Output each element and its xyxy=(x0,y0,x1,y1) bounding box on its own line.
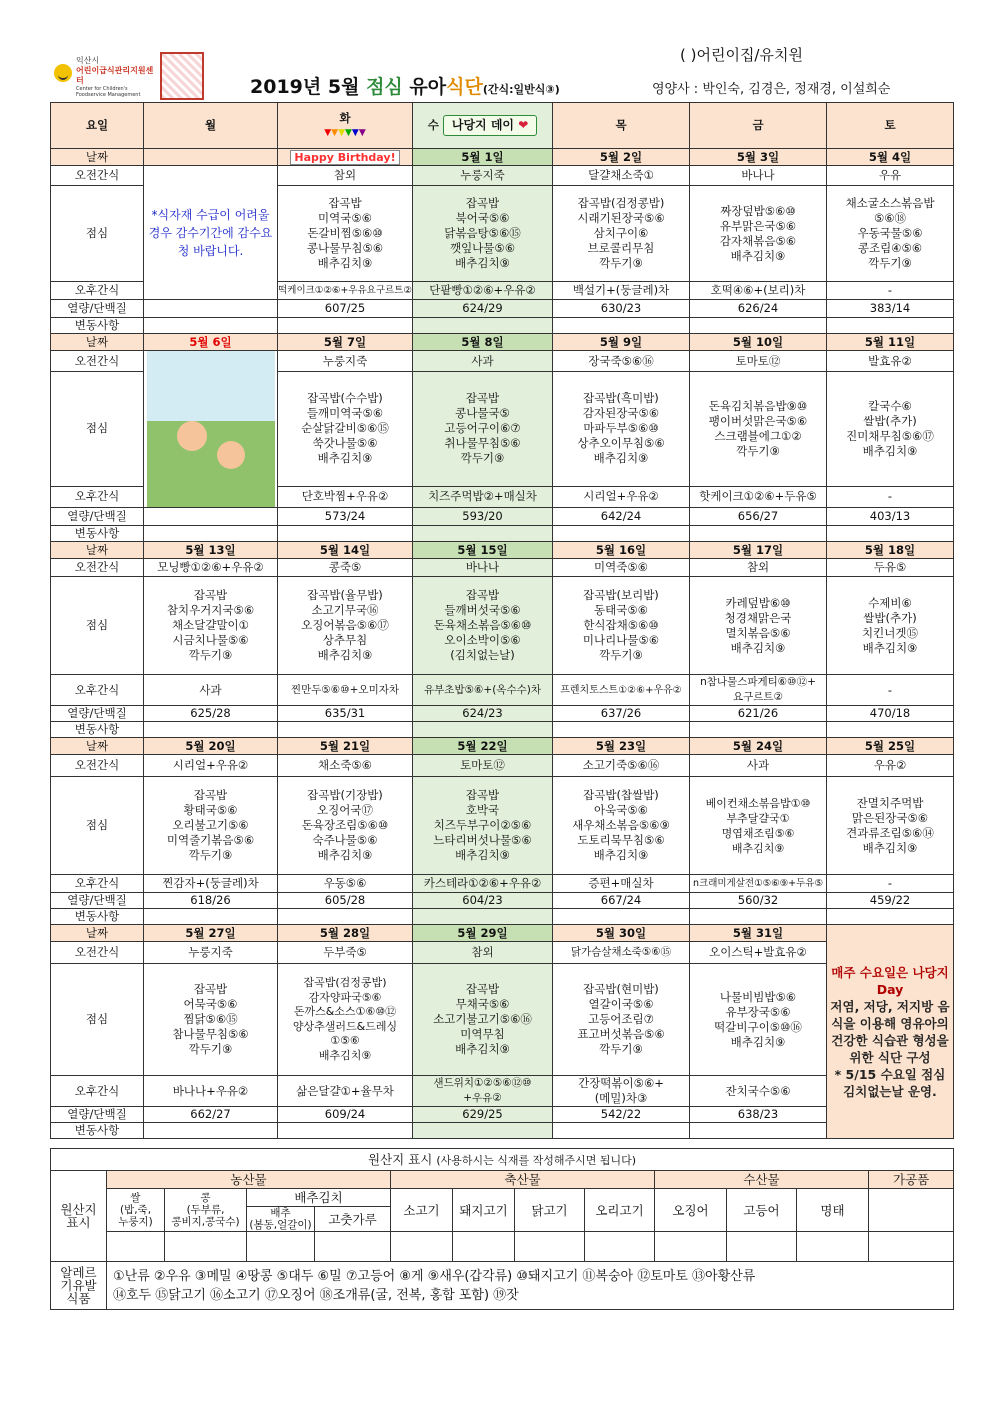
pm-snack-cell: - xyxy=(827,875,954,893)
date-cell-holiday: 5월 6일 xyxy=(144,334,278,351)
lunch-label: 점심 xyxy=(51,577,144,675)
menu-table xyxy=(50,102,954,1139)
lunch-cell: 수제비⑥ 쌀밥(추가) 치킨너겟⑮ 배추김치⑨ xyxy=(827,577,954,675)
cal-pro-cell: 625/28 xyxy=(144,706,278,722)
lunch-cell: 잡곡밥 호박국 치즈두부구이②⑤⑥ 느타리버섯나물⑤⑥ 배추김치⑨ xyxy=(413,777,553,875)
am-snack-cell: 오이스틱+발효유② xyxy=(690,942,827,964)
date-cell: 5월 22일 xyxy=(413,738,553,755)
lunch-cell: 잡곡밥(기장밥) 오징어국⑰ 돈육장조림⑤⑥⑩ 숙주나물⑤⑥ 배추김치⑨ xyxy=(278,777,413,875)
am-snack-cell: 참외 xyxy=(278,166,413,186)
lunch-cell: 잡곡밥 콩나물국⑤ 고등어구이⑥⑦ 취나물무침⑤⑥ 깍두기⑨ xyxy=(413,372,553,487)
group-livestock: 축산물 xyxy=(391,1171,655,1189)
group-agri: 농산물 xyxy=(107,1171,391,1189)
cal-pro-cell: 638/23 xyxy=(690,1107,827,1123)
lunch-label: 점심 xyxy=(51,777,144,875)
pm-snack-cell: 치즈주먹밥②+매실차 xyxy=(413,486,553,507)
pm-snack-cell: 사과 xyxy=(144,675,278,706)
pm-snack-cell: 우동⑤⑥ xyxy=(278,875,413,893)
date-cell: 5월 9일 xyxy=(553,334,690,351)
date-cell: 5월 21일 xyxy=(278,738,413,755)
day-mon: 월 xyxy=(144,103,278,149)
col-rice: 쌀 (밥,죽, 누룽지) xyxy=(107,1189,165,1232)
date-cell: 5월 13일 xyxy=(144,542,278,559)
cal-pro-cell: 621/26 xyxy=(690,706,827,722)
pm-snack-label: 오후간식 xyxy=(51,282,144,300)
date-cell: 5월 27일 xyxy=(144,925,278,942)
date-cell: 5월 14일 xyxy=(278,542,413,559)
am-snack-label: 오전간식 xyxy=(51,942,144,964)
date-label: 날짜 xyxy=(51,334,144,351)
cal-pro-cell: 470/18 xyxy=(827,706,954,722)
cal-pro-label: 열량/단백질 xyxy=(51,706,144,722)
am-snack-cell: 달걀채소죽① xyxy=(553,166,690,186)
cal-pro-label: 열량/단백질 xyxy=(51,508,144,526)
lunch-cell: 베이컨채소볶음밥①⑩ 부추달걀국① 명엽채조림⑤⑥ 배추김치⑨ xyxy=(690,777,827,875)
date-cell: 5월 3일 xyxy=(690,149,827,166)
am-snack-cell: 사과 xyxy=(413,351,553,372)
am-snack-cell: 닭가슴살채소죽⑤⑥⑮ xyxy=(553,942,690,964)
am-snack-cell: 두유⑤ xyxy=(827,559,954,577)
cal-pro-label: 열량/단백질 xyxy=(51,893,144,909)
am-snack-cell: 토마토⑫ xyxy=(690,351,827,372)
cal-pro-cell: 459/22 xyxy=(827,893,954,909)
lunch-cell: 잡곡밥 북어국⑤⑥ 닭볶음탕⑤⑥⑮ 깻잎나물⑤⑥ 배추김치⑨ xyxy=(413,186,553,282)
changes-label: 변동사항 xyxy=(51,526,144,542)
cal-pro-cell: 642/24 xyxy=(553,508,690,526)
am-snack-cell: 사과 xyxy=(690,755,827,777)
am-snack-cell: 콩죽⑤ xyxy=(278,559,413,577)
pm-snack-cell: 백설기+(둥글레)차 xyxy=(553,282,690,300)
cal-pro-cell: 629/25 xyxy=(413,1107,553,1123)
page-header xyxy=(0,0,992,100)
pm-snack-label: 오후간식 xyxy=(51,875,144,893)
am-snack-cell: 참외 xyxy=(413,942,553,964)
lunch-cell: 잡곡밥(검정콩밥) 감자양파국⑤⑥ 돈까스&소스①⑥⑩⑫ 양상추샐러드&드레싱 ①⑤⑥ 배추김치⑨ xyxy=(278,964,413,1076)
pm-snack-cell: 간장떡볶이⑤⑥+ (메밀)차③ xyxy=(553,1076,690,1107)
cal-pro-cell: 383/14 xyxy=(827,300,954,318)
origin-title: 원산지 표시 (사용하시는 식재를 작성해주시면 됩니다) xyxy=(51,1149,954,1171)
lunch-cell: 잡곡밥 참치우거지국⑤⑥ 채소달걀말이① 시금치나물⑤⑥ 깍두기⑨ xyxy=(144,577,278,675)
lunch-cell: 카레덮밥⑥⑩ 청경채맑은국 멸치볶음⑤⑥ 배추김치⑨ xyxy=(690,577,827,675)
lunch-cell: 잡곡밥 어묵국⑤⑥ 찜닭⑤⑥⑮ 참나물무침⑤⑥ 깍두기⑨ xyxy=(144,964,278,1076)
am-snack-cell: 우유 xyxy=(827,166,954,186)
date-cell: 5월 15일 xyxy=(413,542,553,559)
group-seafood: 수산물 xyxy=(655,1171,869,1189)
date-cell: 5월 24일 xyxy=(690,738,827,755)
origin-label: 원산지 표시 xyxy=(51,1171,107,1262)
date-cell: 5월 29일 xyxy=(413,925,553,942)
cal-pro-cell: 605/28 xyxy=(278,893,413,909)
col-squid: 오징어 xyxy=(655,1189,727,1232)
am-snack-label: 오전간식 xyxy=(51,755,144,777)
pm-snack-label: 오후간식 xyxy=(51,675,144,706)
am-snack-cell: 누룽지죽 xyxy=(144,942,278,964)
date-cell: 5월 4일 xyxy=(827,149,954,166)
col-pepper: 고춧가루 xyxy=(315,1207,391,1232)
cal-pro-cell: 542/22 xyxy=(553,1107,690,1123)
date-cell: 5월 2일 xyxy=(553,149,690,166)
group-processed: 가공품 xyxy=(869,1171,954,1189)
am-snack-cell: 우유② xyxy=(827,755,954,777)
lunch-cell: 잡곡밥(현미밥) 열갈이국⑤⑥ 고등어조림⑦ 표고버섯볶음⑤⑥ 깍두기⑨ xyxy=(553,964,690,1076)
cal-pro-cell: 573/24 xyxy=(278,508,413,526)
lunch-label: 점심 xyxy=(51,964,144,1076)
am-snack-cell: 두부죽⑤ xyxy=(278,942,413,964)
am-snack-cell: 미역죽⑤⑥ xyxy=(553,559,690,577)
happy-birthday-label: Happy Birthday! xyxy=(290,150,399,165)
date-cell: 5월 18일 xyxy=(827,542,954,559)
lunch-cell: 짜장덮밥⑤⑥⑩ 유부맑은국⑤⑥ 감자채볶음⑤⑥ 배추김치⑨ xyxy=(690,186,827,282)
am-snack-label: 오전간식 xyxy=(51,351,144,372)
cal-pro-cell: 630/23 xyxy=(553,300,690,318)
date-cell: 5월 31일 xyxy=(690,925,827,942)
nadangji-day-notice: 매주 수요일은 나당지 Day 저염, 저당, 저지방 음식을 이용해 영유아의 건강한 식습관 형성을 위한 식단 구성 * 5/15 수요일 점심 김치없는날 운영. xyxy=(827,925,954,1139)
am-snack-cell: 참외 xyxy=(690,559,827,577)
lunch-cell: 채소굴소스볶음밥 ⑤⑥⑱ 우동국물⑤⑥ 콩조림④⑤⑥ 깍두기⑨ xyxy=(827,186,954,282)
lunch-cell: 잡곡밥(검정콩밥) 시래기된장국⑤⑥ 삼치구이⑥ 브로콜리무침 깍두기⑨ xyxy=(553,186,690,282)
date-cell: 5월 16일 xyxy=(553,542,690,559)
origin-input[interactable] xyxy=(315,1232,391,1262)
red-seal-stamp xyxy=(160,52,204,100)
col-pork: 돼지고기 xyxy=(453,1189,515,1232)
pm-snack-cell: 카스테라①②⑥+우유② xyxy=(413,875,553,893)
rainbow-triangles-icon: ▼▼▼▼▼▼ xyxy=(324,127,366,138)
children-illustration xyxy=(144,351,278,508)
cal-pro-cell: 624/23 xyxy=(413,706,553,722)
cal-pro-cell: 637/26 xyxy=(553,706,690,722)
lunch-cell: 잡곡밥 황태국⑤⑥ 오리불고기⑤⑥ 미역줄기볶음⑤⑥ 깍두기⑨ xyxy=(144,777,278,875)
day-thu: 목 xyxy=(553,103,690,149)
am-snack-label: 오전간식 xyxy=(51,559,144,577)
am-snack-cell: 바나나 xyxy=(690,166,827,186)
am-snack-cell: 장국죽⑤⑥⑯ xyxy=(553,351,690,372)
pm-snack-cell: 샌드위치①②⑤⑥⑫⑩ +우유② xyxy=(413,1076,553,1107)
cal-pro-cell: 604/23 xyxy=(413,893,553,909)
date-cell: 5월 28일 xyxy=(278,925,413,942)
date-cell: 5월 7일 xyxy=(278,334,413,351)
cal-pro-cell: 656/27 xyxy=(690,508,827,526)
lunch-cell: 잡곡밥(수수밥) 들깨미역국⑤⑥ 순살닭갈비⑤⑥⑮ 쑥갓나물⑤⑥ 배추김치⑨ xyxy=(278,372,413,487)
lunch-cell: 잡곡밥(흑미밥) 감자된장국⑤⑥ 마파두부⑤⑥⑩ 상추오이무침⑤⑥ 배추김치⑨ xyxy=(553,372,690,487)
col-beef: 소고기 xyxy=(391,1189,453,1232)
cal-pro-label: 열량/단백질 xyxy=(51,300,144,318)
cal-pro-cell: 635/31 xyxy=(278,706,413,722)
col-chicken: 닭고기 xyxy=(515,1189,585,1232)
lunch-cell: 돈육김치볶음밥⑨⑩ 팽이버섯맑은국⑤⑥ 스크램블에그①② 깍두기⑨ xyxy=(690,372,827,487)
am-snack-cell: 발효유② xyxy=(827,351,954,372)
am-snack-cell: 누룽지죽 xyxy=(413,166,553,186)
am-snack-cell: 토마토⑫ xyxy=(413,755,553,777)
origin-input[interactable] xyxy=(247,1232,315,1262)
smile-logo-icon xyxy=(54,64,72,82)
origin-input[interactable] xyxy=(585,1232,655,1262)
changes-label: 변동사항 xyxy=(51,1123,144,1139)
pm-snack-cell: 삶은달걀①+율무차 xyxy=(278,1076,413,1107)
pm-snack-cell: - xyxy=(827,282,954,300)
day-tue: 화 ▼▼▼▼▼▼ xyxy=(278,103,413,149)
pm-snack-label: 오후간식 xyxy=(51,486,144,507)
cal-pro-cell: 560/32 xyxy=(690,893,827,909)
pm-snack-cell: 핫케이크①②⑥+두유⑤ xyxy=(690,486,827,507)
pm-snack-cell: 시리얼+우유② xyxy=(553,486,690,507)
am-snack-cell: 누룽지죽 xyxy=(278,351,413,372)
date-cell: 5월 23일 xyxy=(553,738,690,755)
date-label: 날짜 xyxy=(51,925,144,942)
lunch-cell: 잔멸치주먹밥 맑은된장국⑤⑥ 견과류조림⑤⑥⑭ 배추김치⑨ xyxy=(827,777,954,875)
cal-pro-cell: 626/24 xyxy=(690,300,827,318)
origin-input[interactable] xyxy=(655,1232,727,1262)
allergy-list: ①난류 ②우유 ③메밀 ④땅콩 ⑤대두 ⑥밀 ⑦고등어 ⑧게 ⑨새우(갑각류) ⑩돼지고기 ⑪복숭아 ⑫토마토 ⑬아황산류 ⑭호두 ⑮닭고기 ⑯소고기 ⑰오징어 ⑱조개류(굴, 전복, 홍합 포함) ⑲잣 xyxy=(107,1262,954,1310)
col-duck: 오리고기 xyxy=(585,1189,655,1232)
nadangji-day-badge: 나당지 데이 ❤ xyxy=(443,115,537,136)
pm-snack-cell: 프렌치토스트①②⑥+우유② xyxy=(553,675,690,706)
col-mackerel: 고등어 xyxy=(727,1189,797,1232)
cal-pro-label: 열량/단백질 xyxy=(51,1107,144,1123)
date-label: 날짜 xyxy=(51,149,144,166)
center-logo xyxy=(54,56,154,98)
date-label: 날짜 xyxy=(51,738,144,755)
lunch-cell: 잡곡밥 들깨버섯국⑤⑥ 돈육채소볶음⑤⑥⑩ 오이소박이⑤⑥ (김치없는날) xyxy=(413,577,553,675)
logo-city: 익산시 xyxy=(76,56,100,65)
cal-pro-cell: 593/20 xyxy=(413,508,553,526)
lunch-cell: 잡곡밥(보리밥) 동태국⑤⑥ 한식잡채⑤⑥⑩ 미나리나물⑤⑥ 깍두기⑨ xyxy=(553,577,690,675)
cal-pro-cell: 662/27 xyxy=(144,1107,278,1123)
origin-input[interactable] xyxy=(391,1232,453,1262)
nutritionist-list: 영양사 : 박인숙, 김경은, 정재경, 이설희순 xyxy=(652,82,891,97)
am-snack-cell: 모닝빵①②⑥+우유② xyxy=(144,559,278,577)
am-snack-cell: 채소죽⑤⑥ xyxy=(278,755,413,777)
day-sat: 토 xyxy=(827,103,954,149)
lunch-cell: 잡곡밥 무채국⑤⑥ 소고기불고기⑤⑥⑯ 미역무침 배추김치⑨ xyxy=(413,964,553,1076)
day-fri: 금 xyxy=(690,103,827,149)
changes-label: 변동사항 xyxy=(51,909,144,925)
date-cell xyxy=(144,149,278,166)
daycare-name-line: ( )어린이집/유치원 xyxy=(680,46,803,64)
date-cell xyxy=(278,149,413,166)
cal-pro-cell: 607/25 xyxy=(278,300,413,318)
pm-snack-cell: 찐감자+(둥글레)차 xyxy=(144,875,278,893)
pm-snack-cell: 단팥빵①②⑥+우유② xyxy=(413,282,553,300)
lunch-cell: 잡곡밥 미역국⑤⑥ 돈갈비찜⑤⑥⑩ 콩나물무침⑤⑥ 배추김치⑨ xyxy=(278,186,413,282)
pm-snack-cell: 바나나+우유② xyxy=(144,1076,278,1107)
logo-center-name: 어린이급식관리지원센터 xyxy=(76,66,154,85)
origin-input[interactable] xyxy=(107,1232,165,1262)
lunch-cell: 칼국수⑥ 쌀밥(추가) 진미채무침⑤⑥⑰ 배추김치⑨ xyxy=(827,372,954,487)
date-cell: 5월 1일 xyxy=(413,149,553,166)
pm-snack-cell: n참나물스파게티⑥⑩⑫+ 요구르트② xyxy=(690,675,827,706)
origin-input[interactable] xyxy=(165,1232,247,1262)
date-cell: 5월 10일 xyxy=(690,334,827,351)
heart-icon: ❤ xyxy=(518,118,529,132)
changes-label: 변동사항 xyxy=(51,318,144,334)
cal-pro-cell: 609/24 xyxy=(278,1107,413,1123)
allergy-label: 알레르 기유발 식품 xyxy=(51,1262,107,1310)
pm-snack-cell: - xyxy=(827,486,954,507)
pm-snack-label: 오후간식 xyxy=(51,1076,144,1107)
date-cell: 5월 8일 xyxy=(413,334,553,351)
pm-snack-cell: - xyxy=(827,675,954,706)
col-bean: 콩 (두부류, 콩비지,콩국수) xyxy=(165,1189,247,1232)
date-cell: 5월 11일 xyxy=(827,334,954,351)
kids-playing-image xyxy=(147,351,275,507)
pm-snack-cell: 유부초밥⑤⑥+(옥수수)차 xyxy=(413,675,553,706)
am-snack-label: 오전간식 xyxy=(51,166,144,186)
cal-pro-cell xyxy=(144,300,278,318)
cal-pro-cell: 403/13 xyxy=(827,508,954,526)
origin-input[interactable] xyxy=(797,1232,869,1262)
pm-snack-cell: 떡케이크①②⑥+우유요구르트② xyxy=(278,282,413,300)
date-cell: 5월 20일 xyxy=(144,738,278,755)
lunch-cell: 잡곡밥(율무밥) 소고기무국⑯ 오징어볶음⑤⑥⑰ 상추무침 배추김치⑨ xyxy=(278,577,413,675)
pm-snack-cell: 찐만두⑤⑥⑩+오미자차 xyxy=(278,675,413,706)
lunch-label: 점심 xyxy=(51,186,144,282)
cal-pro-cell: 618/26 xyxy=(144,893,278,909)
date-cell: 5월 17일 xyxy=(690,542,827,559)
origin-input[interactable] xyxy=(727,1232,797,1262)
date-label: 날짜 xyxy=(51,542,144,559)
changes-label: 변동사항 xyxy=(51,722,144,738)
col-kimchi: 배추김치 xyxy=(247,1189,391,1207)
lunch-cell: 잡곡밥(찹쌀밥) 아욱국⑤⑥ 새우채소볶음⑤⑥⑨ 도토리묵무침⑤⑥ 배추김치⑨ xyxy=(553,777,690,875)
am-snack-cell: 시리얼+우유② xyxy=(144,755,278,777)
pm-snack-cell: 단호박찜+우유② xyxy=(278,486,413,507)
origin-input[interactable] xyxy=(869,1232,954,1262)
date-cell: 5월 25일 xyxy=(827,738,954,755)
pm-snack-cell: n크래미게살전①⑤⑥⑨+두유⑤ xyxy=(690,875,827,893)
pm-snack-cell: 잔치국수⑤⑥ xyxy=(690,1076,827,1107)
col-pollock: 명태 xyxy=(797,1189,869,1232)
page-title: 2019년 5월 점심 유아식단(간식:일반식③) xyxy=(250,76,560,98)
lunch-label: 점심 xyxy=(51,372,144,487)
cal-pro-cell: 624/29 xyxy=(413,300,553,318)
origin-input[interactable] xyxy=(515,1232,585,1262)
am-snack-cell: 바나나 xyxy=(413,559,553,577)
supply-notice: *식자재 수급이 어려울 경우 감수기간에 감수요청 바랍니다. xyxy=(144,166,278,300)
lunch-cell: 나물비빔밥⑤⑥ 유부장국⑤⑥ 떡갈비구이⑤⑩⑯ 배추김치⑨ xyxy=(690,964,827,1076)
cal-pro-cell: 667/24 xyxy=(553,893,690,909)
pm-snack-cell: 호떡④⑥+(보리)차 xyxy=(690,282,827,300)
logo-english: Center for Children's Foodservice Management xyxy=(76,86,141,98)
day-wed: 수 나당지 데이 ❤ xyxy=(413,103,553,149)
col-cabbage: 배추 (봄동,얼갈이) xyxy=(247,1207,315,1232)
weekday-label: 요일 xyxy=(51,103,144,149)
origin-table xyxy=(50,1148,954,1310)
pm-snack-cell: 증편+매실차 xyxy=(553,875,690,893)
origin-input[interactable] xyxy=(453,1232,515,1262)
date-cell: 5월 30일 xyxy=(553,925,690,942)
am-snack-cell: 소고기죽⑤⑥⑯ xyxy=(553,755,690,777)
